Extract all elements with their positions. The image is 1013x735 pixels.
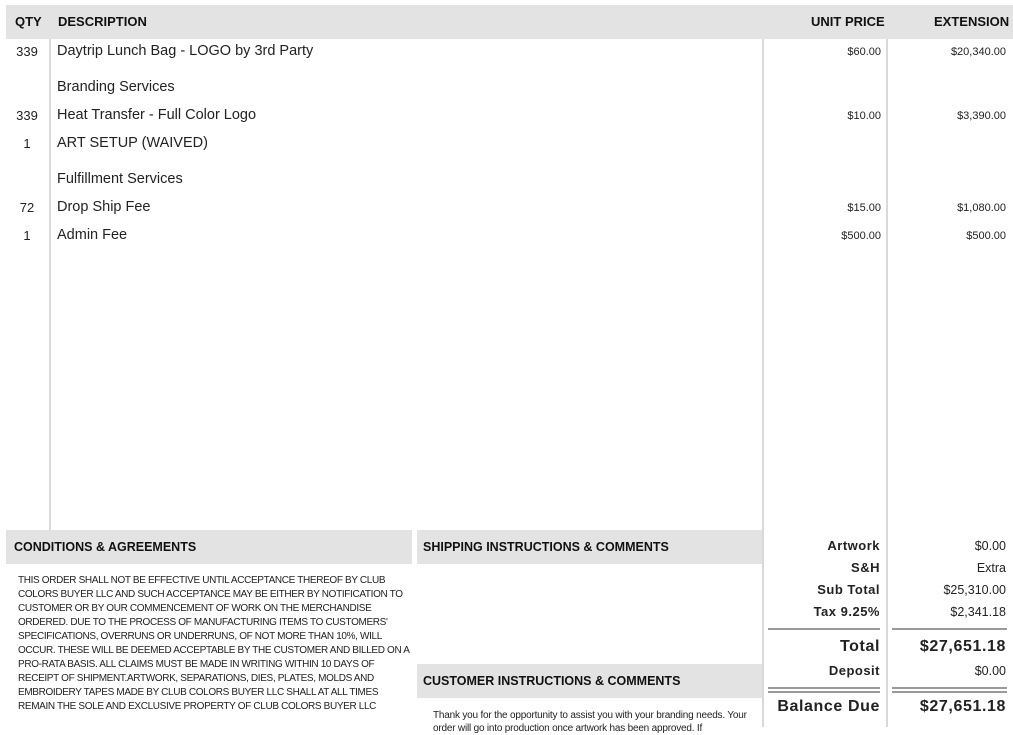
conditions-section-header <box>6 530 412 564</box>
row-qty: 72 <box>19 200 35 215</box>
row-unit-price: $15.00 <box>847 202 881 214</box>
row-description: Fulfillment Services <box>57 171 183 187</box>
conditions-text: THIS ORDER SHALL NOT BE EFFECTIVE UNTIL ACCEPTANCE THEREOF BY CLUB COLORS BUYER LLC AND SUCH ACCEPTANCE MAY BE EITHER BY NOTIFICATION TO CUSTOMER OR BY OUR COMMENCEMENT OF WORK ON THE MERCHANDISE ORDERED. DUE TO THE PROCESS OF MANUFACTURING ITEMS TO CUSTOMERS' SPECIFICATIONS, OVERRUNS OR UNDERRUNS, OF NOT MORE THAN 10%, WILL OCCUR. THESE WILL BE DEEMED ACCEPTABLE BY THE CUSTOMER AND BILLED ON A PRO-RATA BASIS. ALL CLAIMS MUST BE MADE IN WRITING WITHIN 10 DAYS OF RECEIPT OF SHIPMENT.ARTWORK, SEPARATIONS, DIES, PLATES, MOLDS AND EMBROIDERY TAPES MADE BY CLUB COLORS BUYER LLC SHALL AT ALL TIMES REMAIN THE SOLE AND EXCLUSIVE PROPERTY OF CLUB COLORS BUYER LLC <box>18 575 409 712</box>
deposit-value: $0.00 <box>974 664 1006 678</box>
row-qty: 339 <box>16 44 38 59</box>
row-extension: $20,340.00 <box>950 46 1006 58</box>
extension-header: EXTENSION <box>934 14 1010 29</box>
total-label: Total <box>839 638 880 655</box>
conditions-title: CONDITIONS & AGREEMENTS <box>14 540 197 554</box>
customer-comments-text: Thank you for the opportunity to assist you with your branding needs. Your order will go into production once artwork has been approved. If <box>433 710 747 734</box>
row-qty: 1 <box>23 136 31 151</box>
row-description: Branding Services <box>57 79 175 95</box>
tax-label: Tax 9.25% <box>813 604 880 619</box>
row-description: Admin Fee <box>57 227 128 243</box>
table-header <box>6 5 1013 39</box>
unit-price-column-divider <box>762 39 764 727</box>
shipping-section-header <box>417 530 762 564</box>
row-description: ART SETUP (WAIVED) <box>57 135 208 151</box>
row-extension: $3,390.00 <box>957 110 1006 122</box>
row-description: Daytrip Lunch Bag - LOGO by 3rd Party <box>57 43 314 59</box>
row-unit-price: $500.00 <box>841 230 881 242</box>
customer-section-header <box>417 664 762 698</box>
row-qty: 339 <box>16 108 38 123</box>
customer-title: CUSTOMER INSTRUCTIONS & COMMENTS <box>423 674 681 688</box>
tax-value: $2,341.18 <box>950 605 1006 619</box>
deposit-label: Deposit <box>828 663 880 678</box>
qty-header: QTY <box>15 14 42 29</box>
row-description: Drop Ship Fee <box>57 199 151 215</box>
artwork-value: $0.00 <box>974 539 1006 553</box>
artwork-label: Artwork <box>827 538 880 553</box>
balance-divider <box>892 687 1007 689</box>
balance-due-label: Balance Due <box>777 698 880 715</box>
balance-due-value: $27,651.18 <box>919 698 1006 715</box>
total-value: $27,651.18 <box>919 638 1006 655</box>
balance-divider <box>768 687 880 689</box>
sh-value: Extra <box>976 561 1006 575</box>
shipping-title: SHIPPING INSTRUCTIONS & COMMENTS <box>423 540 669 554</box>
row-description: Heat Transfer - Full Color Logo <box>57 107 257 123</box>
balance-divider <box>768 691 880 693</box>
subtotal-label: Sub Total <box>817 582 880 597</box>
row-extension: $1,080.00 <box>957 202 1006 214</box>
extension-column-divider <box>886 39 888 727</box>
unit-price-header: UNIT PRICE <box>811 14 885 29</box>
sh-label: S&H <box>851 560 880 575</box>
row-qty: 1 <box>23 228 31 243</box>
row-extension: $500.00 <box>966 230 1006 242</box>
subtotal-value: $25,310.00 <box>943 583 1006 597</box>
qty-column-divider <box>49 39 51 530</box>
description-header: DESCRIPTION <box>58 14 147 29</box>
row-unit-price: $60.00 <box>847 46 881 58</box>
row-unit-price: $10.00 <box>847 110 881 122</box>
balance-divider <box>892 691 1007 693</box>
total-divider <box>768 628 880 630</box>
total-divider <box>892 628 1007 630</box>
